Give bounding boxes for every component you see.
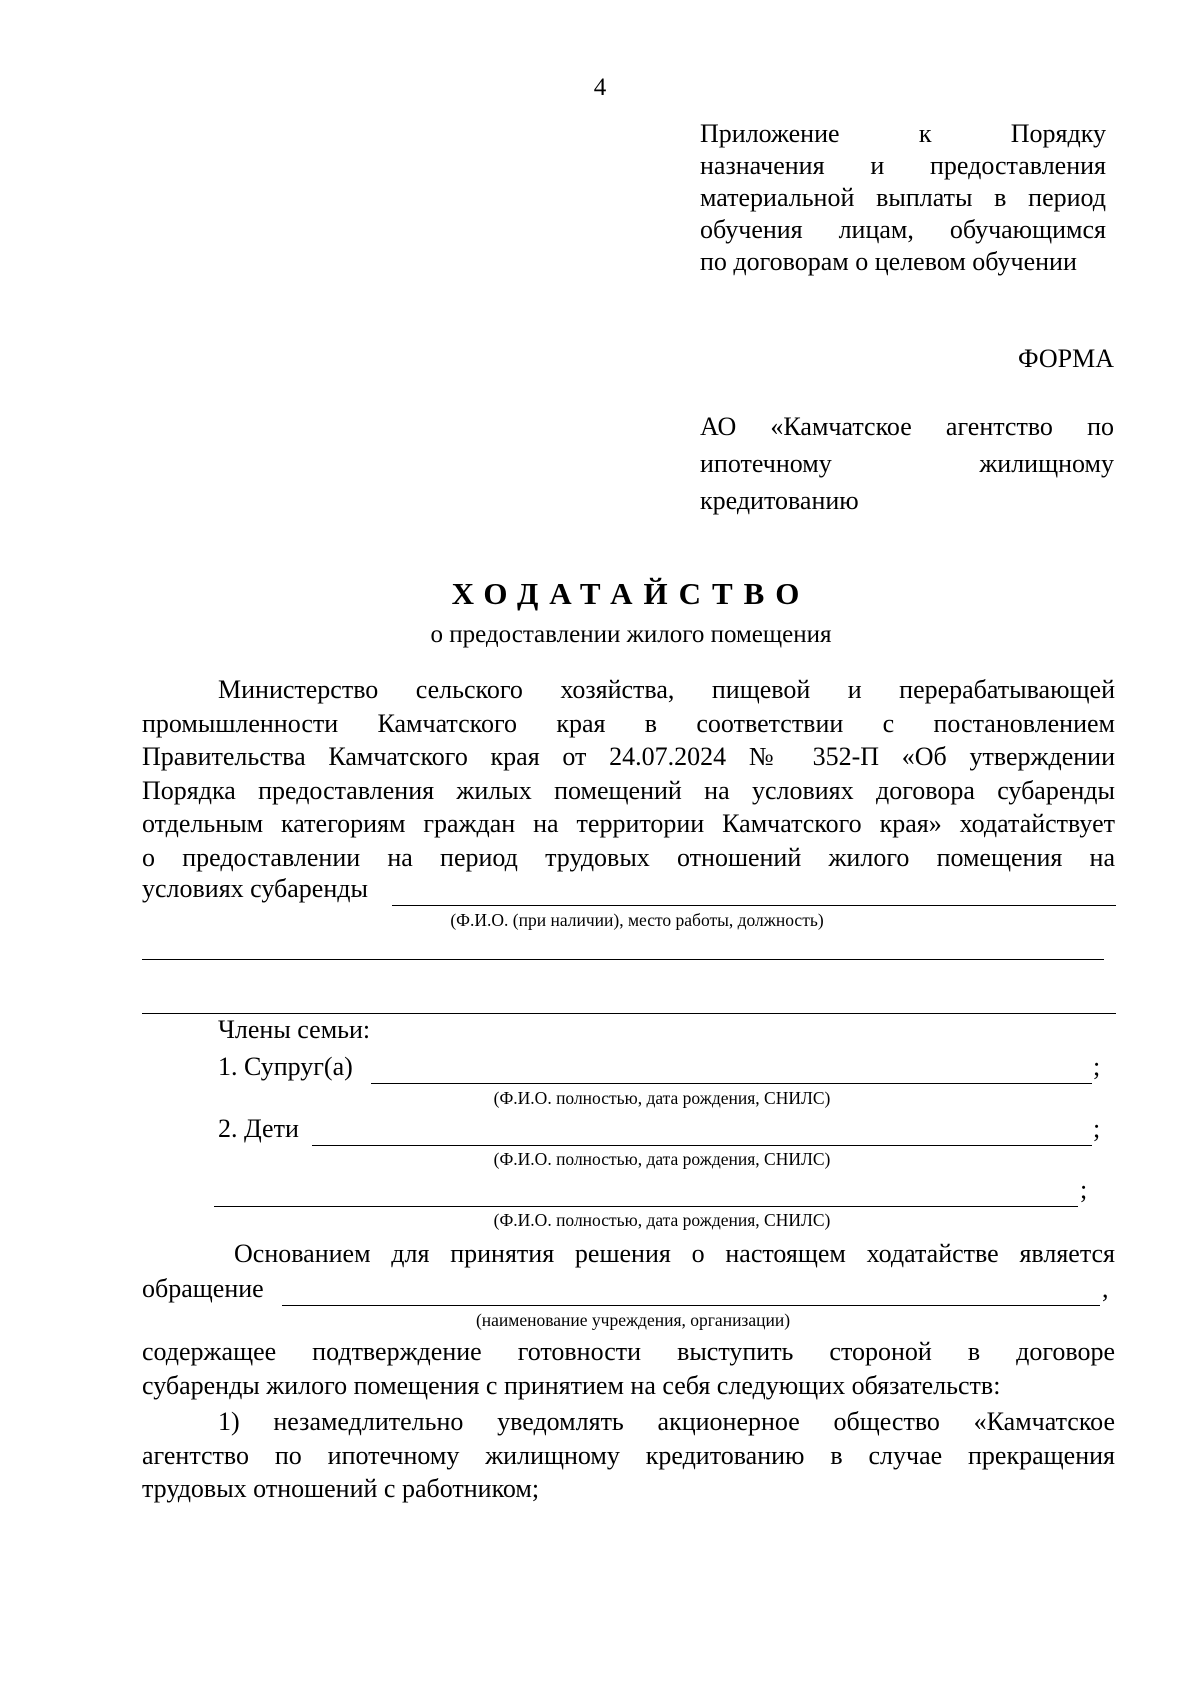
applicant-field-line-3[interactable]: [142, 1013, 1116, 1014]
children-field-2[interactable]: [214, 1206, 1078, 1207]
paragraph-line: Порядка предоставления жилых помещений на условиях договора субаренды: [142, 775, 1115, 805]
appeal-caption: (наименование учреждения, организации): [475, 1310, 791, 1330]
paragraph-line: содержащее подтверждение готовности выступить стороной в договоре: [142, 1337, 1115, 1366]
spouse-label: 1. Супруг(а): [218, 1052, 353, 1081]
children-field[interactable]: [312, 1145, 1092, 1146]
paragraph-line: Основанием для принятия решения о настоящем ходатайстве является: [234, 1239, 1115, 1268]
addressee: [700, 408, 1114, 519]
children-separator-2: ;: [1080, 1175, 1088, 1204]
paragraph-line: о предоставлении на период трудовых отношений жилого помещения на: [142, 842, 1115, 872]
spouse-separator: ;: [1093, 1052, 1101, 1081]
children-caption-2: (Ф.И.О. полностью, дата рождения, СНИЛС): [493, 1210, 831, 1230]
appeal-label: обращение: [142, 1274, 264, 1303]
applicant-field[interactable]: [392, 905, 1116, 906]
basis-continuation: [142, 1335, 1115, 1402]
addressee-line: ипотечному жилищному: [700, 449, 1114, 478]
document-subtitle: о предоставлении жилого помещения: [430, 621, 832, 648]
paragraph-line: отдельным категориям граждан на территории Камчатского края» ходатайствует: [142, 809, 1115, 838]
family-heading: Члены семьи:: [218, 1015, 371, 1044]
paragraph-line: агентство по ипотечному жилищному кредитованию в случае прекращения: [142, 1440, 1115, 1470]
appendix-line: материальной выплаты в период: [700, 183, 1106, 212]
paragraph-line: Министерство сельского хозяйства, пищевой и перерабатывающей: [218, 675, 1115, 704]
form-label: ФОРМА: [1018, 344, 1114, 373]
appendix-line: назначения и предоставления: [700, 151, 1106, 180]
paragraph-line: Правительства Камчатского края от 24.07.2024 № 352-П «Об утверждении: [142, 742, 1115, 771]
applicant-caption: (Ф.И.О. (при наличии), место работы, должность): [450, 910, 824, 930]
children-caption: (Ф.И.О. полностью, дата рождения, СНИЛС): [493, 1149, 831, 1169]
addressee-line: кредитованию: [700, 486, 859, 515]
appendix-line: по договорам о целевом обучении: [700, 247, 1077, 276]
document-title: ХОДАТАЙСТВО: [451, 576, 811, 611]
appendix-line: Приложение к Порядку: [700, 119, 1106, 148]
paragraph-line: 1) незамедлительно уведомлять акционерное общество «Камчатское: [218, 1407, 1115, 1436]
applicant-field-line-2[interactable]: [142, 959, 1104, 960]
paragraph-line: трудовых отношений с работником;: [142, 1474, 540, 1503]
obligation-1: [142, 1405, 1115, 1506]
spouse-field[interactable]: [371, 1083, 1092, 1084]
paragraph-line: промышленности Камчатского края в соответствии с постановлением: [142, 708, 1115, 738]
spouse-caption: (Ф.И.О. полностью, дата рождения, СНИЛС): [493, 1088, 831, 1108]
appendix-note: [700, 118, 1106, 278]
appeal-comma: ,: [1102, 1274, 1109, 1303]
paragraph-line: субаренды жилого помещения с принятием на себя следующих обязательств:: [142, 1370, 1001, 1400]
appeal-field[interactable]: [282, 1305, 1100, 1306]
sublease-label: условиях субаренды: [142, 874, 368, 903]
page-number: 4: [593, 74, 607, 101]
basis-paragraph: [142, 1237, 1115, 1271]
children-separator: ;: [1093, 1114, 1101, 1143]
appendix-line: обучения лицам, обучающимся: [700, 215, 1106, 244]
main-paragraph: [142, 673, 1115, 874]
children-label: 2. Дети: [218, 1114, 299, 1143]
addressee-line: АО «Камчатское агентство по: [700, 412, 1114, 441]
